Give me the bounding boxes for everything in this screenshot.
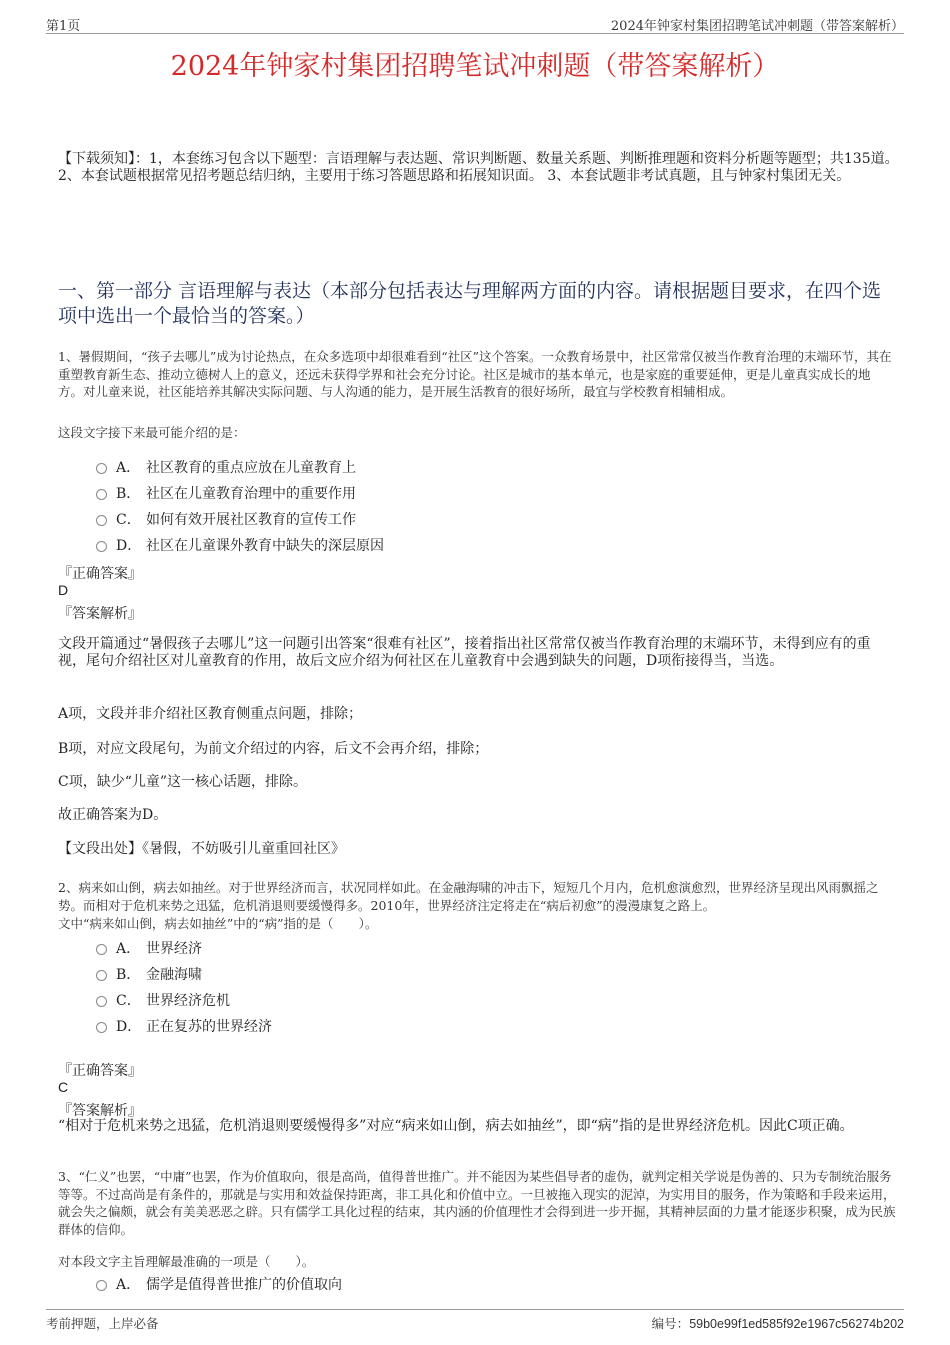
- q1-option-d[interactable]: [96, 535, 384, 555]
- q2-answer-label: 『正确答案』: [58, 1063, 142, 1079]
- footer-code: [652, 1314, 904, 1332]
- radio-icon[interactable]: [96, 1280, 107, 1291]
- question-3-text: 3、“仁义”也罢，“中庸”也罢，作为价值取向，很是高尚，值得普世推广。并不能因为某些倡导者的虚伪，就判定相关学说是伪善的、只为专制统治服务等等。不过高尚是有条件的，那就是与实用和效益保持距离，非工具化和价值中立。一旦被拖入现实的泥淖，为实用目的服务，作为策略和手段来运用，就会失之偏颇，就会有美美恶恶之辟。只有儒学工具化过程的结束，其内涵的价值理性才会得到进一步开掘，其精神层面的力量才能逐步积聚，成为民族群体的信仰。: [58, 1169, 896, 1237]
- option-letter: A．: [116, 1277, 141, 1293]
- option-letter: A．: [116, 941, 141, 957]
- download-notice: 【下载须知】：1，本套练习包含以下题型：言语理解与表达题、常识判断题、数量关系题、判断推理题和资料分析题等题型；共135道。 2、本套试题根据常见招考题总结归纳，主要用于练习答题思路和拓展知识面。 3、本套试题非考试真题，且与钟家村集团无关。: [58, 151, 899, 184]
- page-title: 2024年钟家村集团招聘笔试冲刺题（带答案解析）: [170, 51, 780, 82]
- q2-option-c[interactable]: [96, 990, 230, 1010]
- question-2-prompt: 文中“病来如山倒，病去如抽丝”中的“病”指的是（ ）。: [58, 916, 378, 931]
- q1-analysis-a: A项，文段并非介绍社区教育侧重点问题，排除；: [58, 706, 363, 722]
- footer-divider: [46, 1309, 904, 1310]
- radio-icon[interactable]: [96, 463, 107, 474]
- radio-icon[interactable]: [96, 996, 107, 1007]
- q2-option-b[interactable]: [96, 964, 202, 984]
- option-text: 社区教育的重点应放在儿童教育上: [146, 460, 356, 476]
- option-letter: C．: [116, 512, 141, 528]
- option-text: 社区在儿童课外教育中缺失的深层原因: [146, 538, 384, 554]
- q2-option-a[interactable]: [96, 938, 202, 958]
- option-text: 正在复苏的世界经济: [146, 1019, 272, 1035]
- q1-answer-label: 『正确答案』: [58, 566, 142, 582]
- option-text: 如何有效开展社区教育的宣传工作: [146, 512, 356, 528]
- header-divider: [46, 33, 904, 34]
- option-text: 金融海啸: [146, 967, 202, 983]
- radio-icon[interactable]: [96, 1022, 107, 1033]
- q1-analysis-label: 『答案解析』: [58, 606, 142, 622]
- header-doc-title: 2024年钟家村集团招聘笔试冲刺题（带答案解析）: [610, 19, 904, 34]
- footer-code-value: 59b0e99f1ed585f92e1967c56274b202: [689, 1317, 904, 1331]
- q1-analysis-conclusion: 故正确答案为D。: [58, 807, 168, 823]
- option-text: 世界经济: [146, 941, 202, 957]
- q1-option-b[interactable]: [96, 483, 356, 503]
- option-letter: C．: [116, 993, 141, 1009]
- q1-analysis-c: C项，缺少“儿童”这一核心话题，排除。: [58, 774, 308, 790]
- q1-option-c[interactable]: [96, 509, 356, 529]
- question-1-prompt: 这段文字接下来最可能介绍的是：: [58, 425, 246, 440]
- option-letter: D．: [116, 1019, 142, 1035]
- q1-source: 【文段出处】《暑假，不妨吸引儿童重回社区》: [58, 841, 345, 857]
- q1-analysis-b: B项，对应文段尾句，为前文介绍过的内容，后文不会再介绍，排除；: [58, 741, 489, 757]
- radio-icon[interactable]: [96, 489, 107, 500]
- q1-answer: D: [58, 582, 69, 598]
- q2-answer: C: [58, 1079, 69, 1095]
- question-1-text: 1、暑假期间，“孩子去哪儿”成为讨论热点，在众多选项中却很难看到“社区”这个答案。一众教育场景中，社区常常仅被当作教育治理的末端环节，其在重塑教育新生态、推动立德树人上的意义，还远未获得学界和社会充分讨论。社区是城市的基本单元，也是家庭的重要延伸，更是儿童真实成长的地方。对儿童来说，社区能培养其解决实际问题、与人沟通的能力，是开展生活教育的很好场所，最宜与学校教育相辅相成。: [58, 349, 892, 399]
- q2-analysis-label: 『答案解析』: [58, 1103, 142, 1119]
- question-2-text: 2、病来如山倒，病去如抽丝。对于世界经济而言，状况同样如此。在金融海啸的冲击下，短短几个月内，危机愈演愈烈，世界经济呈现出风雨飘摇之势。而相对于危机来势之迅猛，危机消退则要缓慢得多。2010年，世界经济注定将走在“病后初愈”的漫漫康复之路上。: [58, 880, 879, 913]
- radio-icon[interactable]: [96, 541, 107, 552]
- section-title: 一、第一部分 言语理解与表达（本部分包括表达与理解两方面的内容。请根据题目要求，在四个选项中选出一个最恰当的答案。）: [58, 280, 882, 327]
- option-letter: A．: [116, 460, 141, 476]
- radio-icon[interactable]: [96, 515, 107, 526]
- option-text: 世界经济危机: [146, 993, 230, 1009]
- question-3-prompt: 对本段文字主旨理解最准确的一项是（ ）。: [58, 1254, 315, 1269]
- option-letter: B．: [116, 967, 141, 983]
- radio-icon[interactable]: [96, 970, 107, 981]
- option-text: 社区在儿童教育治理中的重要作用: [146, 486, 356, 502]
- option-text: 儒学是值得普世推广的价值取向: [146, 1277, 342, 1293]
- q2-option-d[interactable]: [96, 1016, 272, 1036]
- radio-icon[interactable]: [96, 944, 107, 955]
- q3-option-a[interactable]: [96, 1274, 342, 1294]
- footer-code-label: 编号：: [651, 1316, 690, 1331]
- q1-analysis-para: 文段开篇通过“暑假孩子去哪儿”这一问题引出答案“很难有社区”，接着指出社区常常仅被当作教育治理的末端环节，未得到应有的重视，尾句介绍社区对儿童教育的作用，故后文应介绍为何社区在儿童教育中会遇到缺失的问题，D项衔接得当，当选。: [58, 636, 871, 669]
- q2-analysis: “相对于危机来势之迅猛，危机消退则要缓慢得多”对应“病来如山倒，病去如抽丝”，即“病”指的是世界经济危机。因此C项正确。: [58, 1118, 854, 1134]
- option-letter: B．: [116, 486, 141, 502]
- option-letter: D．: [116, 538, 142, 554]
- footer-slogan: 考前押题，上岸必备: [46, 1316, 159, 1331]
- page-number: 第1页: [46, 19, 81, 34]
- q1-option-a[interactable]: [96, 457, 356, 477]
